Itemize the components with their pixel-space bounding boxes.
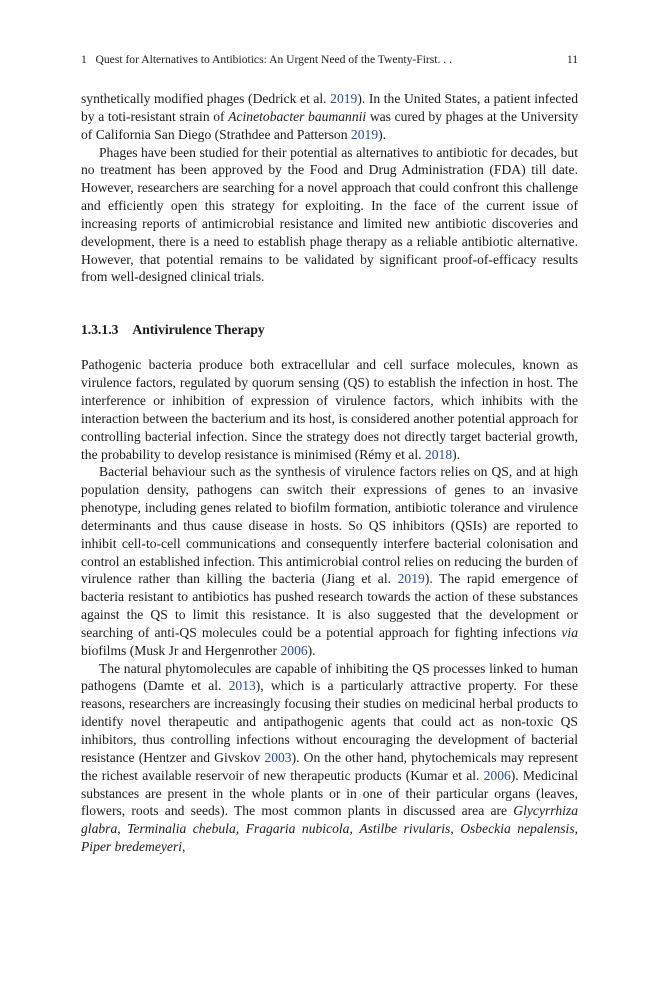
section-title: Antivirulence Therapy — [132, 322, 265, 338]
text-run: ). — [307, 642, 316, 658]
separator: , — [235, 821, 246, 837]
text-run: synthetically modified phages (Dedrick et al. — [81, 91, 331, 106]
text-run: ). In the United States, a patient infected by a toti-resistant strain of — [81, 91, 578, 124]
citation-link[interactable]: 2003 — [264, 749, 292, 765]
citation-link[interactable]: 2019 — [397, 571, 425, 587]
text-run: ). On the other hand, phytochemicals may represent the richest available reservoir of new therapeutic products (Kumar et al. — [81, 749, 578, 783]
italic-term: via — [561, 624, 578, 640]
species-name: Piper bredemeyeri — [81, 839, 183, 855]
citation-link[interactable]: 2019 — [330, 91, 358, 106]
running-head — [81, 52, 578, 68]
citation-link[interactable]: 2019 — [350, 126, 379, 142]
paragraph-2: Phages have been studied for their potential as alternatives to antibiotic for decades, but no treatment has been approved by the Food and Drug Administration (FDA) till date. However, researchers are searching for a novel approach that could confront this challenge and efficiently open this strategy for exploiting. In the face of the current issue of increasing reports of antimicrobial resistance and limited new antibiotic discoveries and development, there is a need to establish phage therapy as a reliable antibiotic alternative. However, that potential remains to be validated by significant proof-of-efficacy results from well-designed clinical trials. — [81, 144, 578, 285]
text-run: ). The rapid emergence of bacteria resistant to antibiotics has pushed research towards the action of these substances against the QS to limit this resistance. It is also suggested that the development or searching of anti-QS molecules could be a potential approach for fighting infections — [81, 571, 578, 640]
paragraph-1 — [81, 90, 578, 144]
text-run: ), which is a particularly attractive property. For these reasons, researchers are increasingly focusing their studies on medicinal herbal products to identify novel therapeutic and antipathogenic agents that could act as non-toxic QS inhibitors, thus controlling infections without encouraging the development of bacterial resistance (Hentzer and Givskov — [81, 678, 578, 765]
species-name: Acinetobacter baumannii — [228, 108, 367, 124]
species-name: Terminalia chebula — [127, 821, 236, 837]
text-run: was cured by phages at the University of California San Diego (Strathdee and Patterson — [81, 108, 578, 142]
species-name: Astilbe rivularis — [359, 821, 451, 837]
separator: , — [450, 821, 461, 837]
section-heading — [81, 321, 578, 339]
text-run: Bacterial behaviour such as the synthesis of virulence factors relies on QS, and at high population density, pathogens can switch their expressions of genes to an invasive phenotype, including genes related to biofilm formation, antibiotic tolerance and virulence determinants and thus cause disease in hosts. So QS inhibitors (QSIs) are reported to inhibit cell-to-cell communications and consequently interfere bacterial colonisation and control an established infection. This antimicrobial control relies on reducing the burden of virulence rather than killing the bacteria (Jiang et al. — [81, 464, 578, 587]
separator: , — [349, 821, 360, 837]
text-run: ). — [452, 446, 461, 462]
paragraph-4 — [81, 463, 578, 659]
body-text — [81, 90, 578, 856]
text-run: biofilms (Musk Jr and Hergenrother — [81, 642, 281, 658]
citation-link[interactable]: 2006 — [280, 642, 308, 658]
paragraph-3 — [81, 356, 578, 463]
page-number: 11 — [566, 53, 578, 66]
chapter-number: 1 — [81, 53, 87, 66]
chapter-title: Quest for Alternatives to Antibiotics: An Urgent Need of the Twenty-First. . . — [95, 53, 453, 66]
citation-link[interactable]: 2018 — [424, 446, 453, 462]
species-name: Fragaria nubicola — [245, 821, 350, 837]
separator: , — [182, 839, 186, 855]
species-name: Glycyrrhiza glabra — [81, 803, 578, 837]
citation-link[interactable]: 2006 — [483, 767, 511, 783]
species-name: Osbeckia nepalensis — [460, 821, 575, 837]
text-run: ). — [378, 126, 387, 142]
text-run: The natural phytomolecules are capable of inhibiting the QS processes linked to human pathogens (Damte et al. — [81, 660, 578, 694]
running-head-title — [81, 52, 452, 68]
paragraph-5 — [81, 660, 578, 856]
text-run: ). Medicinal substances are present in the whole plants or in one of their particular organs (leaves, flowers, roots and seeds). The most common plants in discussed area are — [81, 767, 578, 819]
section-number: 1.3.1.3 — [81, 322, 119, 338]
text-run: Pathogenic bacteria produce both extracellular and cell surface molecules, known as virulence factors, regulated by quorum sensing (QS) to establish the infection in host. The interference or inhibition of expression of virulence factors, which inhibits with the interaction between the bacterium and its host, is considered another potential approach for controlling bacterial infection. Since the strategy does not directly target bacterial growth, the probability to develop resistance is minimised (Rémy et al. — [81, 357, 578, 462]
separator: , — [117, 821, 128, 837]
citation-link[interactable]: 2013 — [228, 678, 256, 694]
separator: , — [574, 821, 579, 837]
